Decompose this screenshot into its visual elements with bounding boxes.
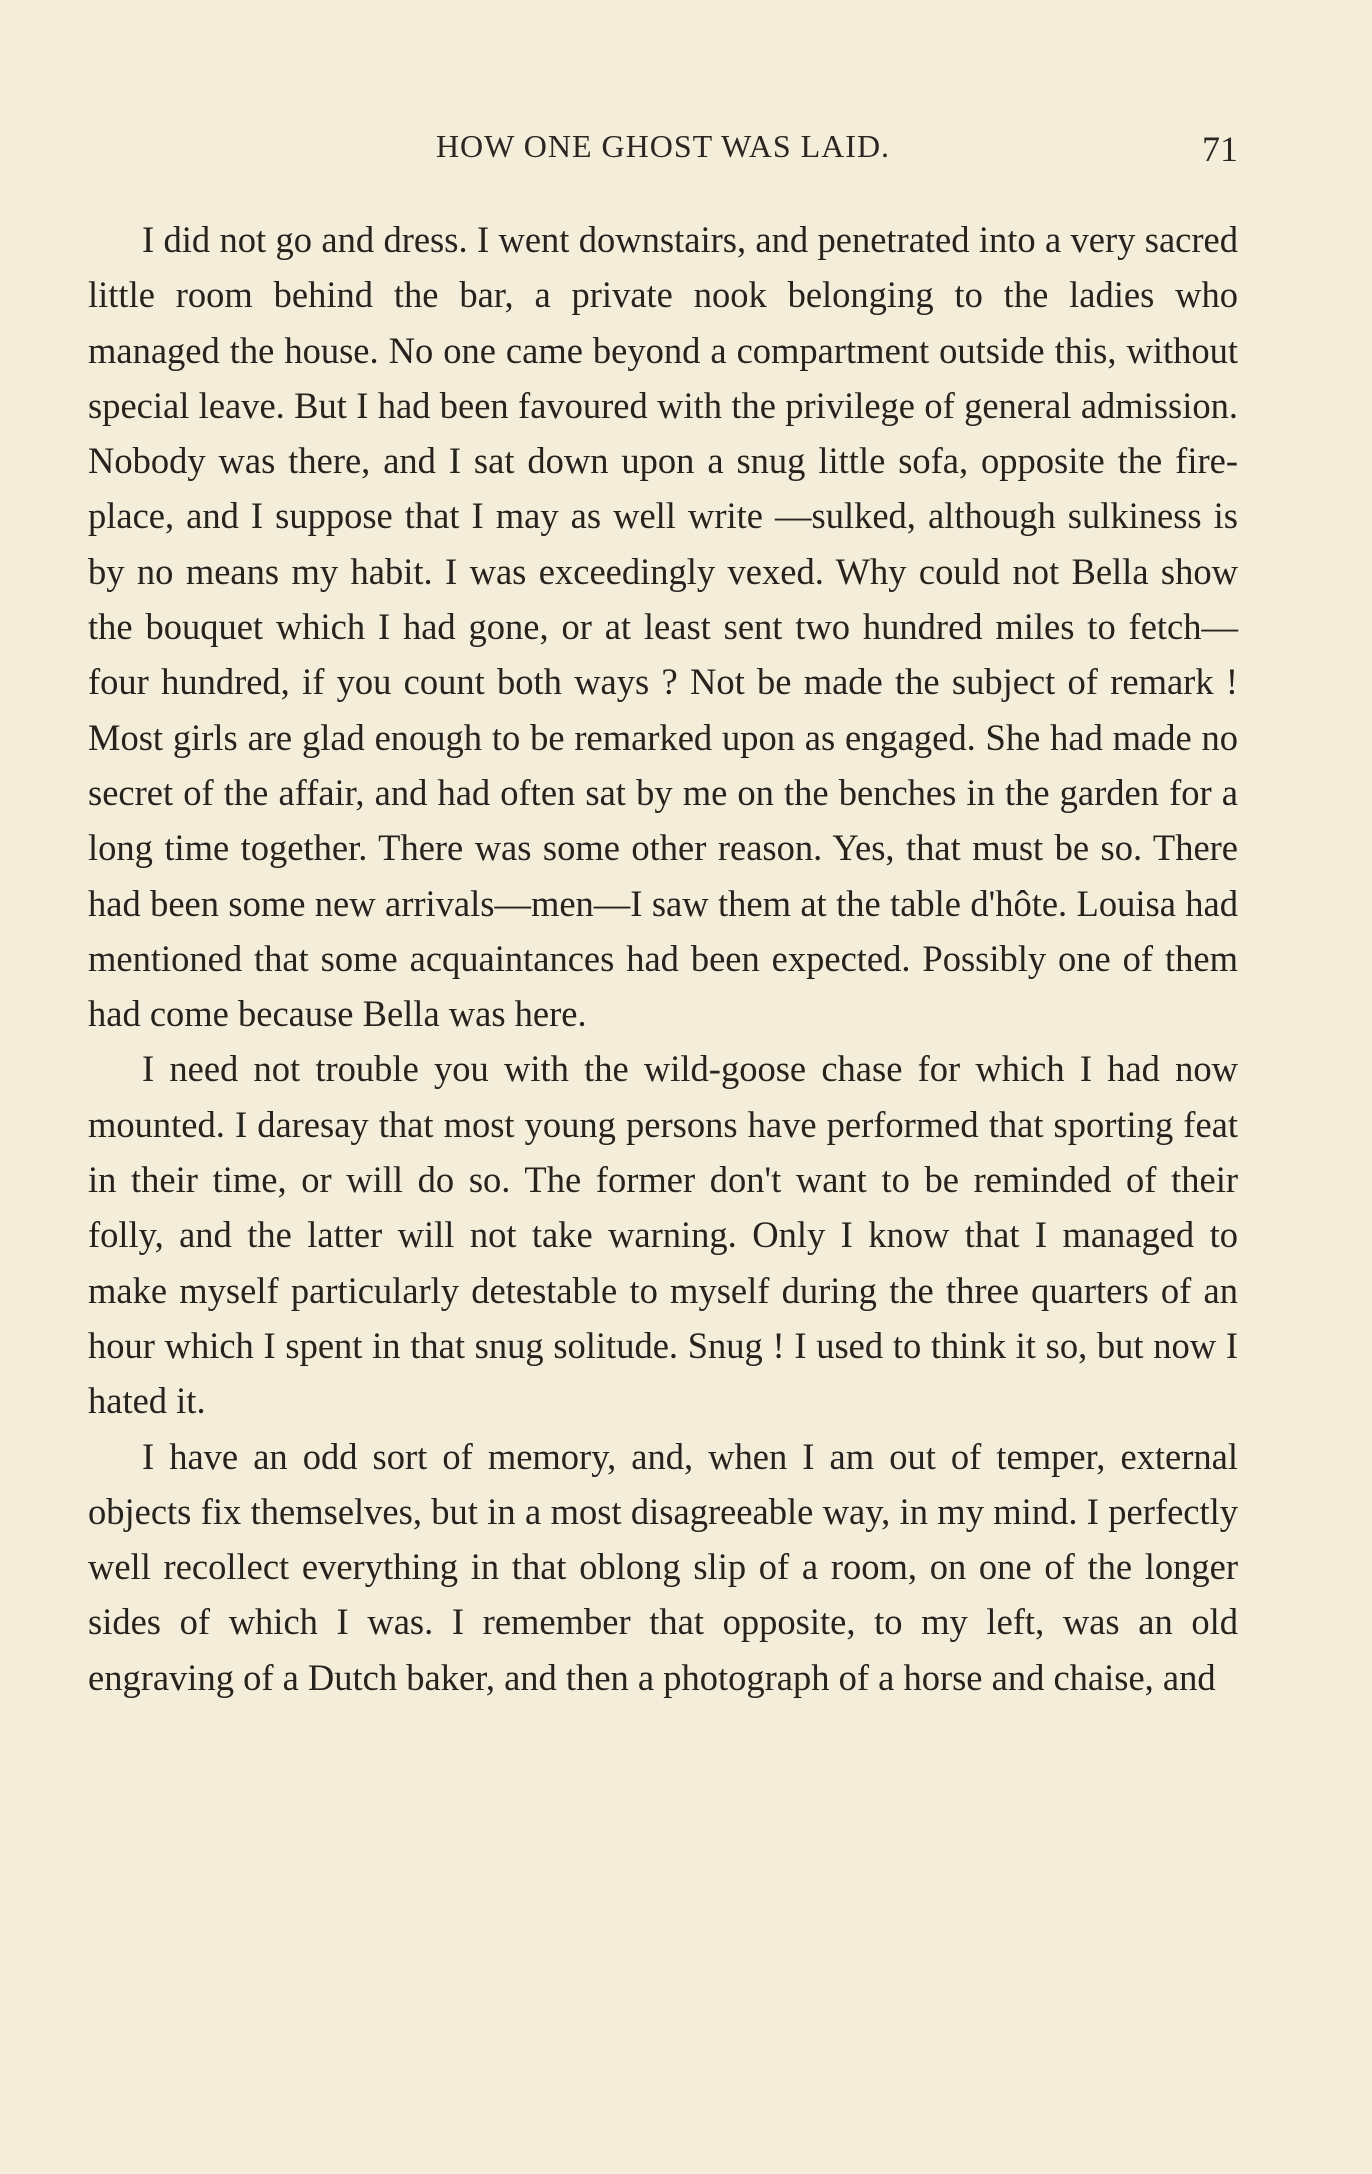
paragraph: I did not go and dress. I went downstairs, and penetrated into a very sacred little room behind the bar, a private nook belonging to the ladies who managed the house. No one came beyond a compartment outside this, without special leave. But I had been favoured with the privilege of general admission. Nobody was there, and I sat down upon a snug little sofa, opposite the fire-place, and I suppose that I may as well write —sulked, although sulkiness is by no means my habit. I was exceedingly vexed. Why could not Bella show the bouquet which I had gone, or at least sent two hundred miles to fetch— four hundred, if you count both ways ? Not be made the subject of remark ! Most girls are glad enough to be remarked upon as engaged. She had made no secret of the affair, and had often sat by me on the benches in the garden for a long time together. There was some other reason. Yes, that must be so. There had been some new arrivals—men—I saw them at the table d'hôte. Louisa had mentioned that some acquaintances had been expected. Possibly one of them had come because Bella was here. (88, 219, 1238, 1035)
body-text (88, 212, 1238, 1705)
paragraph: I need not trouble you with the wild-goose chase for which I had now mounted. I daresay that most young persons have performed that sporting feat in their time, or will do so. The former don't want to be reminded of their folly, and the latter will not take warning. Only I know that I managed to make myself particularly detestable to myself during the three quarters of an hour which I spent in that snug solitude. Snug ! I used to think it so, but now I hated it. (88, 1048, 1238, 1422)
page-header (88, 128, 1238, 172)
paragraph: I have an odd sort of memory, and, when I am out of temper, external objects fix themselves, but in a most disagreeable way, in my mind. I perfectly well recollect everything in that oblong slip of a room, on one of the longer sides of which I was. I remember that opposite, to my left, was an old engraving of a Dutch baker, and then a photograph of a horse and chaise, and (88, 1435, 1238, 1698)
page-number: 71 (1202, 129, 1238, 169)
running-title: HOW ONE GHOST WAS LAID. (435, 128, 891, 164)
